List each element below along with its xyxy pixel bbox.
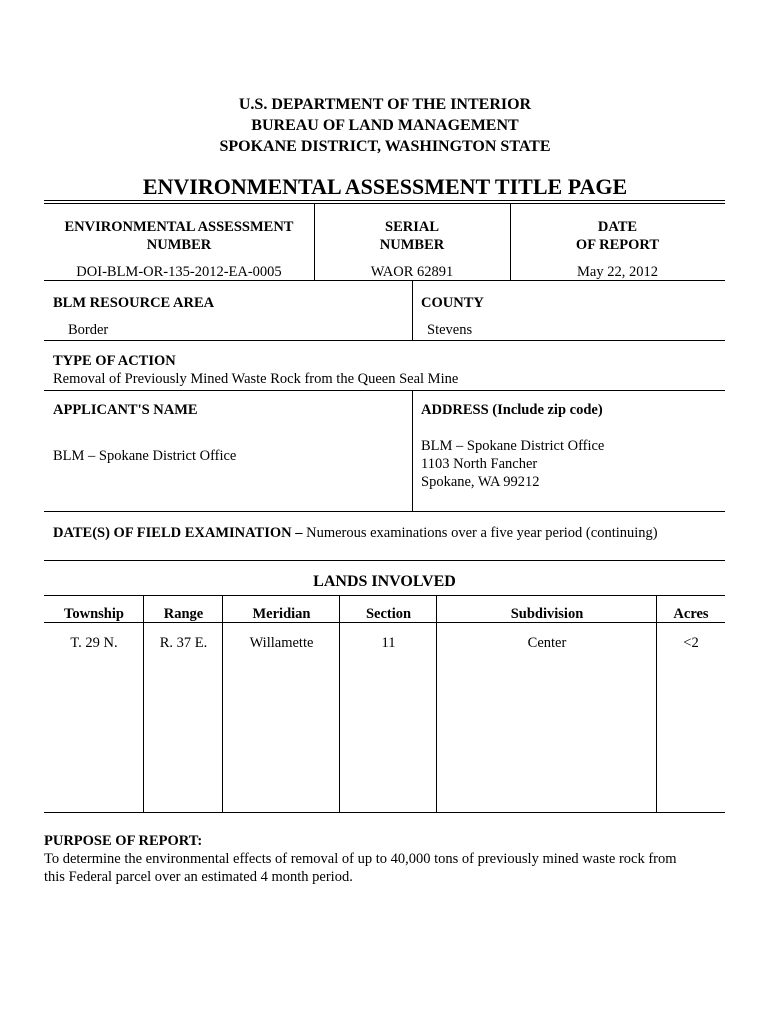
- rule: [44, 390, 725, 391]
- date-report-label: DATE: [597, 219, 638, 235]
- agency-line-3: SPOKANE DISTRICT, WASHINGTON STATE: [219, 138, 551, 155]
- col-township: Township: [64, 606, 124, 622]
- col-section: Section: [365, 606, 412, 622]
- address-line-1: BLM – Spokane District Office: [421, 438, 605, 454]
- col-range: Range: [163, 606, 204, 622]
- cell-township: T. 29 N.: [70, 635, 118, 651]
- resource-area-label: BLM RESOURCE AREA: [53, 295, 215, 311]
- address-line-2: 1103 North Fancher: [421, 456, 538, 472]
- ea-number-label: ENVIRONMENTAL ASSESSMENT: [64, 219, 294, 235]
- purpose-label: PURPOSE OF REPORT:: [44, 833, 203, 849]
- purpose-line-2: this Federal parcel over an estimated 4 month period.: [44, 869, 353, 885]
- agency-line-1: U.S. DEPARTMENT OF THE INTERIOR: [238, 96, 532, 113]
- purpose-line-1: To determine the environmental effects of removal of up to 40,000 tons of previously mined waste rock from: [44, 851, 677, 867]
- date-report-value: May 22, 2012: [577, 264, 658, 280]
- ea-number-value: DOI-BLM-OR-135-2012-EA-0005: [76, 264, 282, 280]
- rule: [44, 812, 725, 813]
- resource-area-value: Border: [68, 322, 109, 338]
- applicant-label: APPLICANT'S NAME: [53, 402, 198, 418]
- col-divider: [222, 596, 223, 813]
- rule: [44, 622, 725, 623]
- col-acres: Acres: [673, 606, 709, 622]
- county-label: COUNTY: [421, 295, 484, 311]
- agency-line-2: BUREAU OF LAND MANAGEMENT: [251, 117, 519, 134]
- col-divider: [436, 596, 437, 813]
- address-line-3: Spokane, WA 99212: [421, 474, 540, 490]
- rule: [44, 560, 725, 561]
- address-label: ADDRESS (Include zip code): [421, 402, 603, 418]
- serial-value: WAOR 62891: [370, 264, 454, 280]
- rule: [44, 595, 725, 596]
- cell-subdivision: Center: [527, 635, 567, 651]
- county-value: Stevens: [427, 322, 473, 338]
- lands-title: LANDS INVOLVED: [313, 573, 456, 590]
- col-divider: [339, 596, 340, 813]
- rule: [44, 511, 725, 512]
- field-exam-label: DATE(S) OF FIELD EXAMINATION –: [53, 525, 303, 541]
- cell-acres: <2: [683, 635, 699, 651]
- title-rule-top: [44, 200, 725, 201]
- ea-number-label: NUMBER: [146, 237, 212, 253]
- field-exam: [53, 524, 658, 542]
- divider: [412, 390, 413, 511]
- title-rule-bottom: [44, 203, 725, 204]
- col-divider: [143, 596, 144, 813]
- divider: [412, 280, 413, 340]
- field-exam-value: Numerous examinations over a five year period (continuing): [302, 525, 658, 541]
- col-meridian: Meridian: [252, 606, 311, 622]
- type-of-action-label: TYPE OF ACTION: [53, 353, 176, 369]
- date-report-label: OF REPORT: [575, 237, 660, 253]
- serial-label: SERIAL: [385, 219, 439, 235]
- page-title: ENVIRONMENTAL ASSESSMENT TITLE PAGE: [142, 174, 628, 199]
- rule: [44, 280, 725, 281]
- cell-section: 11: [381, 635, 396, 651]
- serial-label: NUMBER: [379, 237, 445, 253]
- applicant-value: BLM – Spokane District Office: [53, 448, 237, 464]
- type-of-action-value: Removal of Previously Mined Waste Rock from the Queen Seal Mine: [53, 371, 459, 387]
- col-divider: [656, 596, 657, 813]
- cell-meridian: Willamette: [249, 635, 314, 651]
- col-subdivision: Subdivision: [510, 606, 584, 622]
- cell-range: R. 37 E.: [159, 635, 208, 651]
- rule: [44, 340, 725, 341]
